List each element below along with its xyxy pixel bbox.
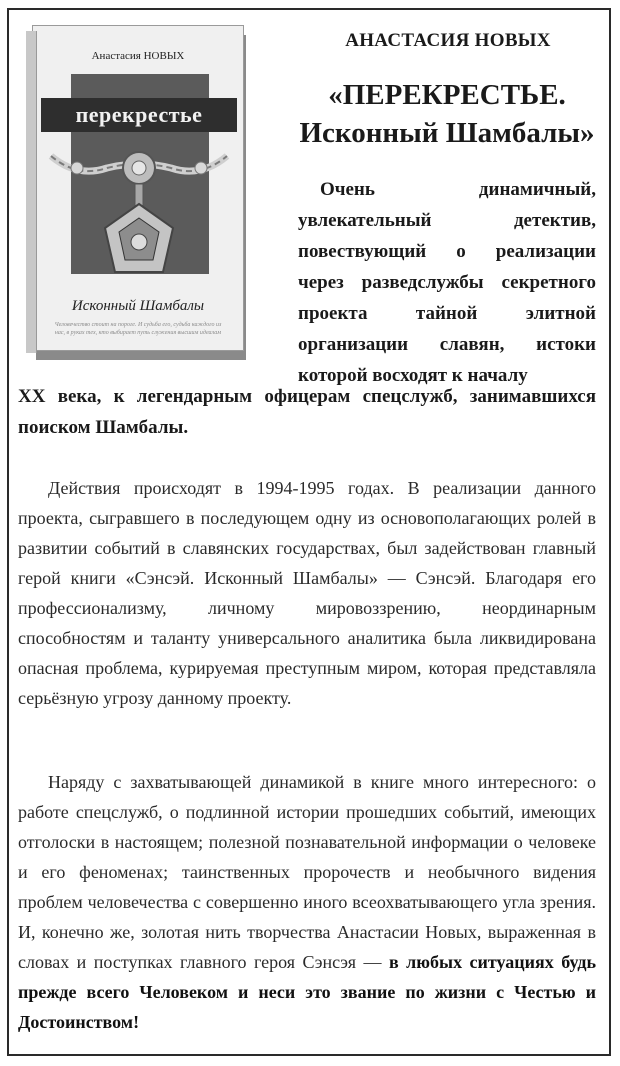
cover-subtitle: Исконный Шамбалы [71, 298, 205, 314]
lead-paragraph-continued: XX века, к легендарным офицерам спецслужб, занимавшихся поиском Шамбалы. [18, 386, 596, 438]
cover-front [32, 25, 244, 351]
book-cover [26, 25, 254, 365]
cover-title: перекрестье [41, 98, 237, 132]
cover-fine-print: Человечество стоит на пороге. И судьба его, судьба каждого из нас, в руках тех, кто выбирает путь служения высшим идеалам [54, 322, 222, 336]
lead-paragraph: Очень динамичный, увлекательный детектив, повествующий о реализации через разведслужбы секретного проекта тайной элитной организации славян, истоки которой восходят к началу [298, 179, 596, 386]
body-paragraph-2-motto: в любых ситуациях будь прежде всего Человеком и неси это звание по жизни с Честью и Достоинством! [18, 952, 596, 1032]
book-title-line2: Исконный Шамбалы» [299, 117, 595, 149]
body-paragraph-2 [18, 767, 596, 1037]
amulet-illustration [47, 138, 231, 288]
cover-spine [26, 31, 37, 353]
author-name: АНАСТАСИЯ НОВЫХ [345, 30, 551, 51]
body-paragraph-2-text: Наряду с захватывающей динамикой в книге много интересного: о работе спецслужб, о подлинной истории прошедших событий, имеющих отголоски в настоящем; полезной познавательной информации о человеке и его феноменах; таинственных пророчеств и необычного видения проблем человечества с совершенно иного всеохватывающего угла зрения. И, конечно же, золотая нить творчества Анастасии Новых, выраженная в словах и поступках главного героя Сэнсэя — [18, 772, 596, 972]
cover-author: Анастасия НОВЫХ [91, 50, 185, 62]
body-paragraph-1: Действия происходят в 1994-1995 годах. В реализации данного проекта, сыгравшего в последующем одну из основополагающих ролей в развитии событий в славянских государствах, был задействован главный герой книги «Сэнсэй. Исконный Шамбалы» — Сэнсэй. Благодаря его профессионализму, личному мировоззрению, неординарным способностям и таланту универсального аналитика была ликвидирована опасная проблема, курируемая преступным миром, которая представляла серьёзную угрозу данному проекту. [18, 478, 596, 708]
book-title-line1: «ПЕРЕКРЕСТЬЕ. [328, 79, 566, 111]
book-title [282, 76, 612, 152]
